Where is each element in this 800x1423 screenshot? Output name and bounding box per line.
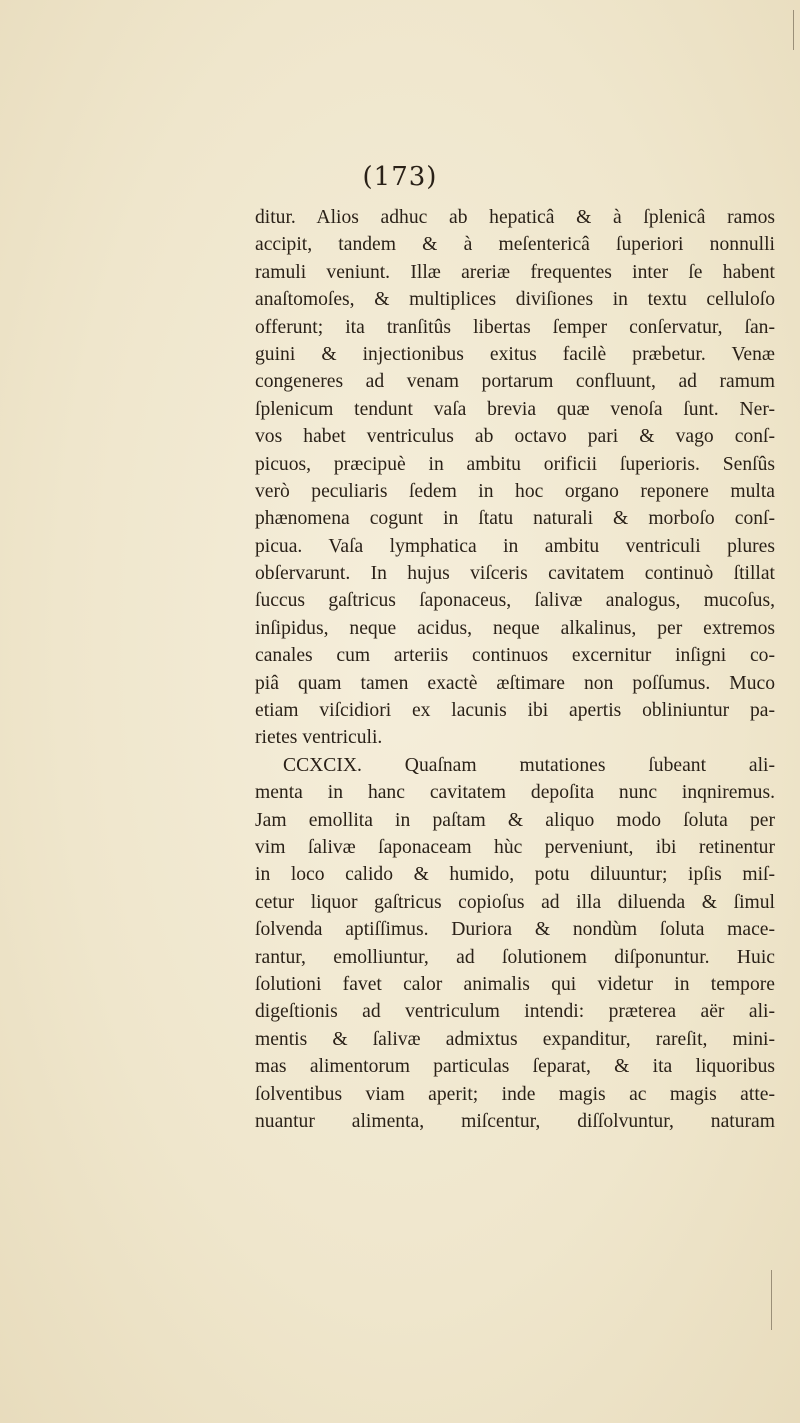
text-line: offerunt; ita tranſitûs libertas ſemper conſervatur, ſan-: [255, 316, 775, 338]
text-line: canales cum arteriis continuos excernitur inſigni co-: [255, 645, 775, 667]
text-line: ditur. Alios adhuc ab hepaticâ & à ſplenicâ ramos: [255, 207, 775, 228]
text-line: menta in hanc cavitatem depoſita nunc inqniremus.: [255, 782, 775, 804]
section-heading-line: CCXCIX. Quaſnam mutationes ſubeant ali-: [283, 754, 775, 776]
text-line: ſolventibus viam aperit; inde magis ac magis atte-: [255, 1083, 775, 1105]
text-line: ſuccus gaſtricus ſaponaceus, ſalivæ analogus, mucoſus,: [255, 590, 775, 612]
text-line: anaſtomoſes, & multiplices diviſiones in textu celluloſo: [255, 289, 775, 311]
text-line: inſipidus, neque acidus, neque alkalinus, per extremos: [255, 617, 775, 639]
text-line: nuantur alimenta, miſcentur, diſſolvuntur, naturam: [255, 1110, 775, 1132]
text-line: picua. Vaſa lymphatica in ambitu ventriculi plures: [255, 535, 775, 557]
text-line: mentis & ſalivæ admixtus expanditur, rareſit, mini-: [255, 1028, 775, 1050]
text-line: etiam viſcidiori ex lacunis ibi apertis obliniuntur pa-: [255, 700, 775, 722]
text-line: ramuli veniunt. Illæ areriæ frequentes inter ſe habent: [255, 261, 775, 283]
text-line: picuos, præcipuè in ambitu orificii ſuperioris. Senſûs: [255, 453, 775, 475]
text-line: digeſtionis ad ventriculum intendi: præterea aër ali-: [255, 1001, 775, 1023]
text-line: rietes ventriculi.: [255, 727, 383, 749]
text-line: Jam emollita in paſtam & aliquo modo ſoluta per: [255, 809, 775, 831]
text-line: guini & injectionibus exitus facilè præbetur. Venæ: [255, 343, 775, 365]
text-line: obſervarunt. In hujus viſceris cavitatem continuò ſtillat: [255, 563, 775, 585]
paper-edge-mark: [771, 1270, 772, 1330]
text-line: congeneres ad venam portarum confluunt, ad ramum: [255, 371, 775, 393]
text-line: ſplenicum tendunt vaſa brevia quæ venoſa ſunt. Ner-: [255, 398, 775, 420]
text-line: verò peculiaris ſedem in hoc organo reponere multa: [255, 480, 775, 502]
text-line: cetur liquor gaſtricus copioſus ad illa diluenda & ſimul: [255, 891, 775, 913]
paper-edge-mark: [793, 10, 794, 50]
text-line: in loco calido & humido, potu diluuntur; ipſis miſ-: [255, 864, 775, 886]
text-line: mas alimentorum particulas ſeparat, & ita liquoribus: [255, 1056, 775, 1078]
text-line: piâ quam tamen exactè æſtimare non poſſumus. Muco: [255, 672, 775, 694]
body-text: [255, 204, 775, 1135]
text-line: ſolvenda aptiſſimus. Duriora & nondùm ſoluta mace-: [255, 919, 775, 941]
text-line: accipit, tandem & à meſentericâ ſuperiori nonnulli: [255, 234, 775, 256]
text-line: ſolutioni favet calor animalis qui videtur in tempore: [255, 973, 775, 995]
text-line: phænomena cogunt in ſtatu naturali & morboſo conſ-: [255, 508, 775, 530]
text-line: rantur, emolliuntur, ad ſolutionem diſponuntur. Huic: [255, 946, 775, 968]
page-number: (173): [362, 162, 438, 192]
text-line: vim ſalivæ ſaponaceam hùc perveniunt, ibi retinentur: [255, 836, 775, 858]
text-line: vos habet ventriculus ab octavo pari & vago conſ-: [255, 426, 775, 448]
